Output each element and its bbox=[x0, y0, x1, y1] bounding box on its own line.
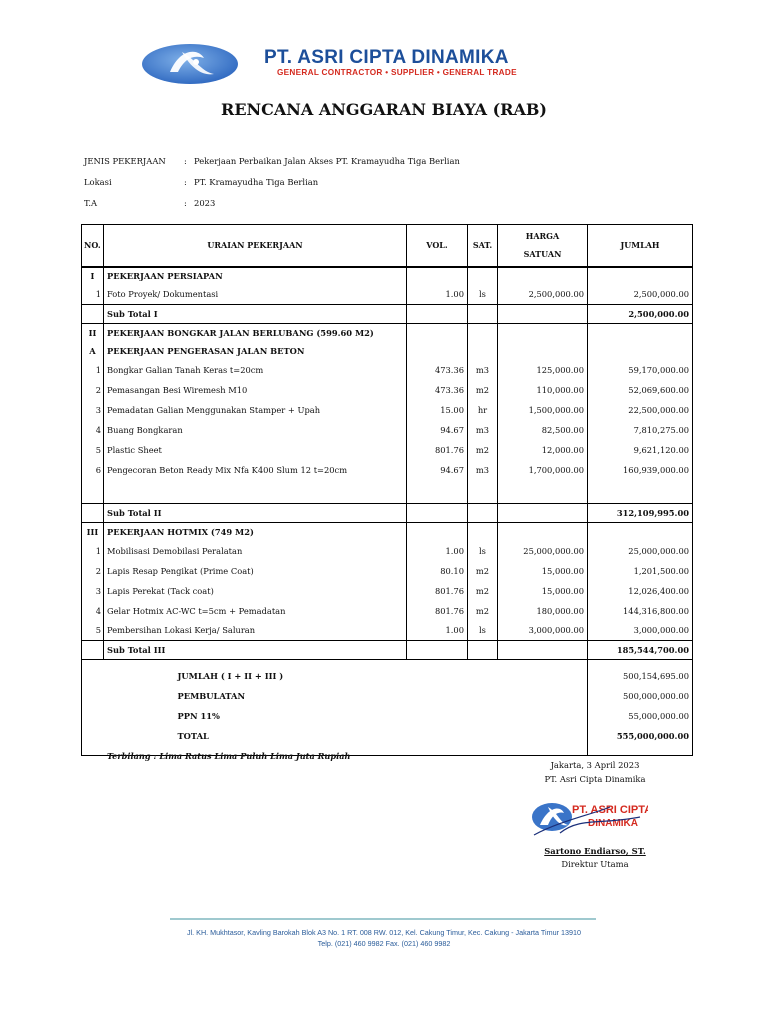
meta-colon: : bbox=[184, 155, 187, 166]
item-harga: 82,500.00 bbox=[498, 420, 588, 440]
item-sat: m2 bbox=[468, 380, 498, 400]
svg-text:DINAMIKA: DINAMIKA bbox=[588, 818, 638, 829]
item-sat: m3 bbox=[468, 420, 498, 440]
item-vol: 94.67 bbox=[407, 420, 468, 440]
section-number: I bbox=[82, 267, 104, 285]
footer-address: Jl. KH. Mukhtasor, Kavling Barokah Blok A3 No. 1 RT. 008 RW. 012, Kel. Cakung Timur, Kec. Cakung - Jakarta Timur 13910 bbox=[186, 928, 582, 937]
table-row bbox=[82, 360, 693, 380]
signer-position: Direktur Utama bbox=[561, 859, 629, 869]
item-vol: 1.00 bbox=[407, 621, 468, 641]
item-vol: 1.00 bbox=[407, 541, 468, 561]
meta-value: Pekerjaan Perbaikan Jalan Akses PT. Kramayudha Tiga Berlian bbox=[194, 155, 460, 166]
item-harga: 15,000.00 bbox=[498, 581, 588, 601]
table-row bbox=[82, 561, 693, 581]
item-jumlah: 7,810,275.00 bbox=[588, 420, 693, 440]
meta-colon: : bbox=[184, 176, 187, 187]
item-desc: Foto Proyek/ Dokumentasi bbox=[104, 285, 407, 305]
meta-row-ta bbox=[84, 192, 460, 213]
item-vol: 801.76 bbox=[407, 601, 468, 621]
section-number: II bbox=[82, 324, 104, 342]
item-vol: 15.00 bbox=[407, 400, 468, 420]
section-title: PEKERJAAN BONGKAR JALAN BERLUBANG (599.60 M2) bbox=[104, 324, 407, 342]
item-desc: Pemasangan Besi Wiremesh M10 bbox=[104, 380, 407, 400]
item-jumlah: 25,000,000.00 bbox=[588, 541, 693, 561]
section-row bbox=[82, 523, 693, 541]
item-sat: m2 bbox=[468, 561, 498, 581]
table-row bbox=[82, 601, 693, 621]
total-row-pembulatan bbox=[82, 686, 693, 706]
item-harga: 3,000,000.00 bbox=[498, 621, 588, 641]
item-sat: m2 bbox=[468, 601, 498, 621]
header-harga-satuan bbox=[498, 225, 588, 267]
company-stamp bbox=[530, 795, 648, 839]
svg-text:PT. ASRI CIPTA: PT. ASRI CIPTA bbox=[572, 804, 648, 816]
item-sat: hr bbox=[468, 400, 498, 420]
item-desc: Buang Bongkaran bbox=[104, 420, 407, 440]
subtotal-label: Sub Total II bbox=[104, 504, 407, 523]
table-row bbox=[82, 440, 693, 460]
header-vol: VOL. bbox=[407, 225, 468, 267]
table-row bbox=[82, 285, 693, 305]
project-meta bbox=[84, 150, 460, 213]
subtotal-label: Sub Total I bbox=[104, 305, 407, 324]
item-vol: 94.67 bbox=[407, 460, 468, 480]
table-header-row bbox=[82, 225, 693, 267]
subtotal-row bbox=[82, 641, 693, 660]
subsection-title: PEKERJAAN PENGERASAN JALAN BETON bbox=[104, 342, 407, 360]
item-vol: 80.10 bbox=[407, 561, 468, 581]
item-desc: Lapis Perekat (Tack coat) bbox=[104, 581, 407, 601]
item-harga: 25,000,000.00 bbox=[498, 541, 588, 561]
signature-place-date: Jakarta, 3 April 2023 bbox=[550, 760, 640, 770]
item-sat: ls bbox=[468, 285, 498, 305]
amount-in-words: Terbilang : Lima Ratus Lima Puluh Lima Juta Rupiah bbox=[107, 751, 351, 761]
item-sat: m2 bbox=[468, 440, 498, 460]
footer-divider bbox=[170, 918, 596, 920]
company-tagline: GENERAL CONTRACTOR • SUPPLIER • GENERAL TRADE bbox=[277, 68, 517, 77]
item-sat: ls bbox=[468, 541, 498, 561]
item-desc: Plastic Sheet bbox=[104, 440, 407, 460]
item-jumlah: 52,069,600.00 bbox=[588, 380, 693, 400]
item-harga: 125,000.00 bbox=[498, 360, 588, 380]
subtotal-value: 2,500,000.00 bbox=[588, 305, 693, 324]
item-vol: 473.36 bbox=[407, 380, 468, 400]
total-row-ppn bbox=[82, 706, 693, 726]
item-no: 1 bbox=[82, 541, 104, 561]
item-no: 2 bbox=[82, 561, 104, 581]
section-row bbox=[82, 324, 693, 342]
item-jumlah: 2,500,000.00 bbox=[588, 285, 693, 305]
item-jumlah: 22,500,000.00 bbox=[588, 400, 693, 420]
meta-value: PT. Kramayudha Tiga Berlian bbox=[194, 176, 319, 187]
signature-company: PT. Asri Cipta Dinamika bbox=[544, 774, 646, 784]
item-jumlah: 3,000,000.00 bbox=[588, 621, 693, 641]
item-vol: 473.36 bbox=[407, 360, 468, 380]
item-no: 1 bbox=[82, 285, 104, 305]
section-number: III bbox=[82, 523, 104, 541]
item-jumlah: 9,621,120.00 bbox=[588, 440, 693, 460]
table-row bbox=[82, 581, 693, 601]
rab-table bbox=[81, 224, 693, 756]
item-vol: 1.00 bbox=[407, 285, 468, 305]
header-jumlah: JUMLAH bbox=[588, 225, 693, 267]
item-harga: 1,700,000.00 bbox=[498, 460, 588, 480]
item-vol: 801.76 bbox=[407, 581, 468, 601]
total-value: 55,000,000.00 bbox=[588, 706, 693, 726]
item-harga: 110,000.00 bbox=[498, 380, 588, 400]
item-desc: Pengecoran Beton Ready Mix Nfa K400 Slum 12 t=20cm bbox=[104, 460, 407, 480]
subtotal-value: 312,109,995.00 bbox=[588, 504, 693, 523]
item-desc: Lapis Resap Pengikat (Prime Coat) bbox=[104, 561, 407, 581]
total-value: 500,154,695.00 bbox=[588, 666, 693, 686]
item-sat: m3 bbox=[468, 360, 498, 380]
subtotal-value: 185,544,700.00 bbox=[588, 641, 693, 660]
item-desc: Bongkar Galian Tanah Keras t=20cm bbox=[104, 360, 407, 380]
meta-row-lokasi bbox=[84, 171, 460, 192]
table-row bbox=[82, 380, 693, 400]
meta-label: JENIS PEKERJAAN bbox=[84, 155, 166, 166]
table-row bbox=[82, 621, 693, 641]
subtotal-row bbox=[82, 504, 693, 523]
header-sat: SAT. bbox=[468, 225, 498, 267]
header-harga-line1: HARGA bbox=[525, 231, 560, 242]
item-sat: ls bbox=[468, 621, 498, 641]
signer-name: Sartono Endiarso, ST. bbox=[544, 846, 646, 856]
total-label: JUMLAH ( I + II + III ) bbox=[177, 670, 284, 681]
meta-label: Lokasi bbox=[84, 176, 112, 187]
table-row bbox=[82, 541, 693, 561]
total-label: TOTAL bbox=[177, 730, 209, 741]
item-desc: Gelar Hotmix AC-WC t=5cm + Pemadatan bbox=[104, 601, 407, 621]
total-value: 500,000,000.00 bbox=[588, 686, 693, 706]
item-desc: Pemadatan Galian Menggunakan Stamper + Upah bbox=[104, 400, 407, 420]
table-row bbox=[82, 400, 693, 420]
item-jumlah: 59,170,000.00 bbox=[588, 360, 693, 380]
item-vol: 801.76 bbox=[407, 440, 468, 460]
item-jumlah: 12,026,400.00 bbox=[588, 581, 693, 601]
document-title: RENCANA ANGGARAN BIAYA (RAB) bbox=[221, 100, 547, 119]
meta-value: 2023 bbox=[194, 197, 216, 208]
item-harga: 2,500,000.00 bbox=[498, 285, 588, 305]
item-sat: m3 bbox=[468, 460, 498, 480]
total-row-total bbox=[82, 726, 693, 746]
item-harga: 180,000.00 bbox=[498, 601, 588, 621]
company-logo bbox=[140, 42, 240, 86]
company-name: PT. ASRI CIPTA DINAMIKA bbox=[264, 47, 509, 68]
item-jumlah: 1,201,500.00 bbox=[588, 561, 693, 581]
item-no: 4 bbox=[82, 420, 104, 440]
item-harga: 12,000.00 bbox=[498, 440, 588, 460]
item-no: 3 bbox=[82, 400, 104, 420]
signer-block bbox=[520, 846, 670, 869]
table-row bbox=[82, 420, 693, 440]
section-title: PEKERJAAN PERSIAPAN bbox=[104, 267, 407, 285]
item-jumlah: 160,939,000.00 bbox=[588, 460, 693, 480]
section-row bbox=[82, 267, 693, 285]
item-harga: 1,500,000.00 bbox=[498, 400, 588, 420]
section-title: PEKERJAAN HOTMIX (749 M2) bbox=[104, 523, 407, 541]
item-no: 2 bbox=[82, 380, 104, 400]
item-desc: Mobilisasi Demobilasi Peralatan bbox=[104, 541, 407, 561]
total-row-jumlah bbox=[82, 666, 693, 686]
signature-block bbox=[520, 760, 670, 788]
item-no: 4 bbox=[82, 601, 104, 621]
total-label: PPN 11% bbox=[177, 710, 220, 721]
meta-label: T.A bbox=[84, 197, 98, 208]
item-jumlah: 144,316,800.00 bbox=[588, 601, 693, 621]
subtotal-label: Sub Total III bbox=[104, 641, 407, 660]
item-desc: Pembersihan Lokasi Kerja/ Saluran bbox=[104, 621, 407, 641]
item-no: 5 bbox=[82, 440, 104, 460]
item-no: 1 bbox=[82, 360, 104, 380]
footer-phone: Telp. (021) 460 9982 Fax. (021) 460 9982 bbox=[317, 939, 451, 948]
grand-total-value: 555,000,000.00 bbox=[588, 726, 693, 746]
meta-row-jenis bbox=[84, 150, 460, 171]
header-no: NO. bbox=[82, 225, 104, 267]
item-no: 5 bbox=[82, 621, 104, 641]
subtotal-row bbox=[82, 305, 693, 324]
spacer-row bbox=[82, 480, 693, 504]
subsection-row bbox=[82, 342, 693, 360]
item-sat: m2 bbox=[468, 581, 498, 601]
item-harga: 15,000.00 bbox=[498, 561, 588, 581]
item-no: 3 bbox=[82, 581, 104, 601]
total-label: PEMBULATAN bbox=[177, 690, 246, 701]
subsection-letter: A bbox=[82, 342, 104, 360]
header-harga-line2: SATUAN bbox=[523, 249, 562, 260]
meta-colon: : bbox=[184, 197, 187, 208]
header-uraian: URAIAN PEKERJAAN bbox=[104, 225, 407, 267]
item-no: 6 bbox=[82, 460, 104, 480]
table-row bbox=[82, 460, 693, 480]
